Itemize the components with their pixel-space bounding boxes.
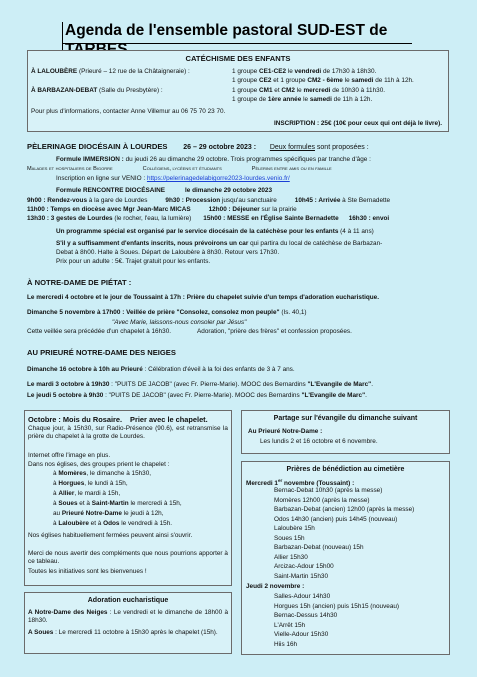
- cimetiere-item: L'Arrêt 15h: [274, 621, 306, 629]
- catechism-row2-group2: 1 groupe de 1ère année le samedi de 11h à 12h.: [232, 96, 373, 103]
- rosaire-p3: Dans nos églises, des groupes prient le chapelet :: [28, 461, 170, 468]
- title-underline: [62, 43, 412, 44]
- rosaire-p4: Nos églises habituellement fermées peuvent ainsi s'ouvrir.: [28, 532, 193, 539]
- cimetiere-box: [241, 461, 450, 655]
- rosaire-item-4: à Soues et à Saint-Martin le mercredi à 15h,: [53, 500, 182, 507]
- catechism-row1-group1: 1 groupe CE1-CE2 le vendredi de 17h30 à 18h30.: [232, 68, 377, 75]
- rosaire-item-6: à Laloubère et à Odos le vendredi à 15h.: [53, 520, 173, 527]
- catechism-box: [27, 50, 449, 132]
- catechism-row2-place: À BARBAZAN-DEBAT (Salle du Presbytère) :: [31, 87, 163, 94]
- partage-place: Au Prieuré Notre-Dame :: [248, 428, 323, 435]
- cimetiere-item: Horgues 15h (ancien) puis 15h15 (nouveau): [274, 602, 400, 610]
- lourdes-immersion: Formule IMMERSION : du jeudi 26 au dimanche 29 octobre. Trois programmes spécifiques par tranche d'âge :: [56, 156, 371, 163]
- piete-line-2: Dimanche 5 novembre à 17h00 : Veillée de prière "Consolez, consolez mon peuple" (Is. 40,1): [27, 309, 307, 316]
- cimetiere-item: Laloubère 15h: [274, 525, 315, 532]
- partage-text: Les lundis 2 et 16 octobre et 6 novembre.: [260, 438, 378, 445]
- rosaire-p6: Toutes les initiatives sont les bienvenues !: [28, 568, 147, 575]
- neiges-line-3: Le jeudi 5 octobre à 9h30 : "PUITS DE JACOB" (avec Fr. Pierre-Marie). MOOC des Bernardins "L'Evangile de Marc".: [27, 392, 367, 399]
- rosaire-p2: Internet offre l'image en plus.: [28, 452, 111, 459]
- catechism-heading: CATÉCHISME DES ENFANTS: [185, 54, 291, 63]
- lourdes-immersion-groups: Malades et hospitaliers de Bigorre Collégiens, lycéens et étudiants Pèlerins entre amis ou en famille: [27, 166, 332, 172]
- partage-heading: Partage sur l'évangile du dimanche suivant: [273, 415, 418, 422]
- lourdes-special: Un programme spécial est organisé par le service diocésain de la catéchèse pour les enfants (4 à 11 ans): [56, 228, 374, 235]
- piete-line-4: Cette veillée sera précédée d'un chapelet à 16h30. Adoration, "prière des frères" et confession proposées.: [27, 328, 352, 335]
- venio-link[interactable]: https://pelerinagedelabigorre2023-lourdes.venio.fr/: [146, 175, 290, 182]
- catechism-row1-group2: 1 groupe CE2 et 1 groupe CM2 - 6ème le samedi de 11h à 12h.: [232, 77, 414, 84]
- cimetiere-item: Bernac-Dessus 14h30: [274, 612, 338, 619]
- cimetiere-item: Momères 12h00 (après la messe): [274, 496, 370, 504]
- adoration-line-1: A Notre-Dame des Neiges : Le vendredi et le dimanche de 18h00 à 18h30.: [28, 609, 228, 624]
- lourdes-program-2: 11h00 : Temps en diocèse avec Mgr Jean-Marc MICAS 12h00 : Déjeuner sur la prairie: [27, 206, 297, 213]
- lourdes-venio: Inscription en ligne sur VENIO : https://pelerinagedelabigorre2023-lourdes.venio.fr/: [56, 175, 290, 182]
- lourdes-rencontre: Formule RENCONTRE DIOCÉSAINE le dimanche 29 octobre 2023: [56, 187, 273, 194]
- rosaire-item-5: au Prieuré Notre-Dame le jeudi à 12h,: [53, 510, 164, 517]
- partage-box: [241, 410, 450, 454]
- rosaire-p5: Merci de nous avertir des compléments que nous pourrions apporter à ce tableau.: [28, 550, 228, 565]
- rosaire-item-1: à Momères, le dimanche à 15h30,: [53, 470, 152, 477]
- cimetiere-item: Vielle-Adour 15h30: [274, 631, 329, 638]
- cimetiere-heading: Prières de bénédiction au cimetière: [286, 466, 405, 473]
- piete-line-1: Le mercredi 4 octobre et le jour de Toussaint à 17h : Prière du chapelet suivie d'un temps d'adoration eucharistique.: [27, 294, 380, 301]
- lourdes-program-1: 9h00 : Rendez-vous à la gare de Lourdes 9h30 : Procession jusqu'au sanctuaire 10h45 : Arrivée à Ste Bernadette: [27, 197, 391, 204]
- catechism-inscription: INSCRIPTION : 25€ (10€ pour ceux qui ont déjà le livre).: [274, 120, 442, 127]
- catechism-contact: Pour plus d'informations, contacter Anne Villemur au 06 75 70 23 70.: [31, 108, 226, 115]
- lourdes-bus-3: Prix pour un adulte : 5€. Trajet gratuit pour les enfants.: [56, 258, 211, 265]
- catechism-row2-group1: 1 groupe CM1 et CM2 le mercredi de 10h30 à 11h30.: [232, 87, 386, 94]
- page-title: Agenda de l'ensemble pastoral SUD-EST de: [62, 22, 412, 60]
- piete-heading: À NOTRE-DAME DE PIÉTAT :: [27, 278, 132, 287]
- piete-quote: "Avec Marie, laissons-nous consoler par Jésus": [112, 319, 247, 326]
- lourdes-bus-1: S'il y a suffisamment d'enfants inscrits, nous prévoirons un car qui partira du local de catéchèse de Barbazan-: [56, 240, 383, 247]
- rosaire-title: Octobre : Mois du Rosaire. Prier avec le chapelet.: [28, 415, 208, 424]
- catechism-row1-place: À LALOUBÈRE (Prieuré – 12 rue de la Châtaigneraie) :: [31, 68, 190, 75]
- cimetiere-item: Salles-Adour 14h30: [274, 593, 331, 600]
- cimetiere-item: Allier 15h30: [274, 553, 308, 561]
- cimetiere-item: Saint-Martin 15h30: [274, 572, 328, 580]
- cimetiere-item: Barbazan-Debat (nouveau) 15h: [274, 544, 364, 551]
- neiges-heading: AU PRIEURÉ NOTRE-DAME DES NEIGES: [27, 348, 176, 357]
- rosaire-box: [24, 410, 232, 586]
- neiges-line-1: Dimanche 16 octobre à 10h au Prieuré : Célébration d'éveil à la foi des enfants de 3 à 7 ans.: [27, 366, 295, 373]
- cimetiere-item: Arcizac-Adour 15h00: [274, 563, 334, 570]
- cimetiere-item: Odos 14h30 (ancien) puis 14h45 (nouveau): [274, 515, 398, 523]
- cimetiere-item: Bernac-Debat 10h30 (après la messe): [274, 487, 383, 494]
- rosaire-item-2: à Horgues, le lundi à 15h,: [53, 480, 128, 487]
- lourdes-program-3: 13h30 : 3 gestes de Lourdes (le rocher, l'eau, la lumière) 15h00 : MESSE en l'Église Sainte Bernadette 16h30 : envoi: [27, 215, 390, 222]
- cimetiere-item: Barbazan-Debat (ancien) 12h00 (après la messe): [274, 506, 415, 513]
- adoration-box: [24, 592, 232, 654]
- neiges-line-2: Le mardi 3 octobre à 19h30 : "PUITS DE JACOB" (avec Fr. Pierre-Marie). MOOC des Bernardins "L'Evangile de Marc".: [27, 381, 373, 388]
- cimetiere-day-2: Jeudi 2 novembre :: [246, 583, 305, 590]
- rosaire-p1: Chaque jour, à 15h30, sur Radio-Présence (90.6), est retransmise la prière du chapelet à la grotte de Lourdes.: [28, 425, 228, 440]
- adoration-line-2: A Soues : Le mercredi 11 octobre à 15h30 après le chapelet (15h).: [28, 629, 218, 636]
- rosaire-item-3: à Allier, le mardi à 15h,: [53, 490, 121, 497]
- cimetiere-item: Hiis 16h: [274, 640, 298, 648]
- lourdes-heading: PÈLERINAGE DIOCÉSAIN À LOURDES 26 – 29 octobre 2023 : Deux formules sont proposées :: [27, 142, 369, 151]
- adoration-heading: Adoration eucharistique: [87, 597, 169, 604]
- cimetiere-item: Soues 15h: [274, 534, 305, 542]
- cimetiere-day-1: Mercredi 1er novembre (Toussaint) :: [246, 478, 355, 488]
- lourdes-bus-2: Debat à 8h00. Halte à Soues. Départ de Laloubère à 8h30. Retour vers 17h30.: [56, 249, 280, 256]
